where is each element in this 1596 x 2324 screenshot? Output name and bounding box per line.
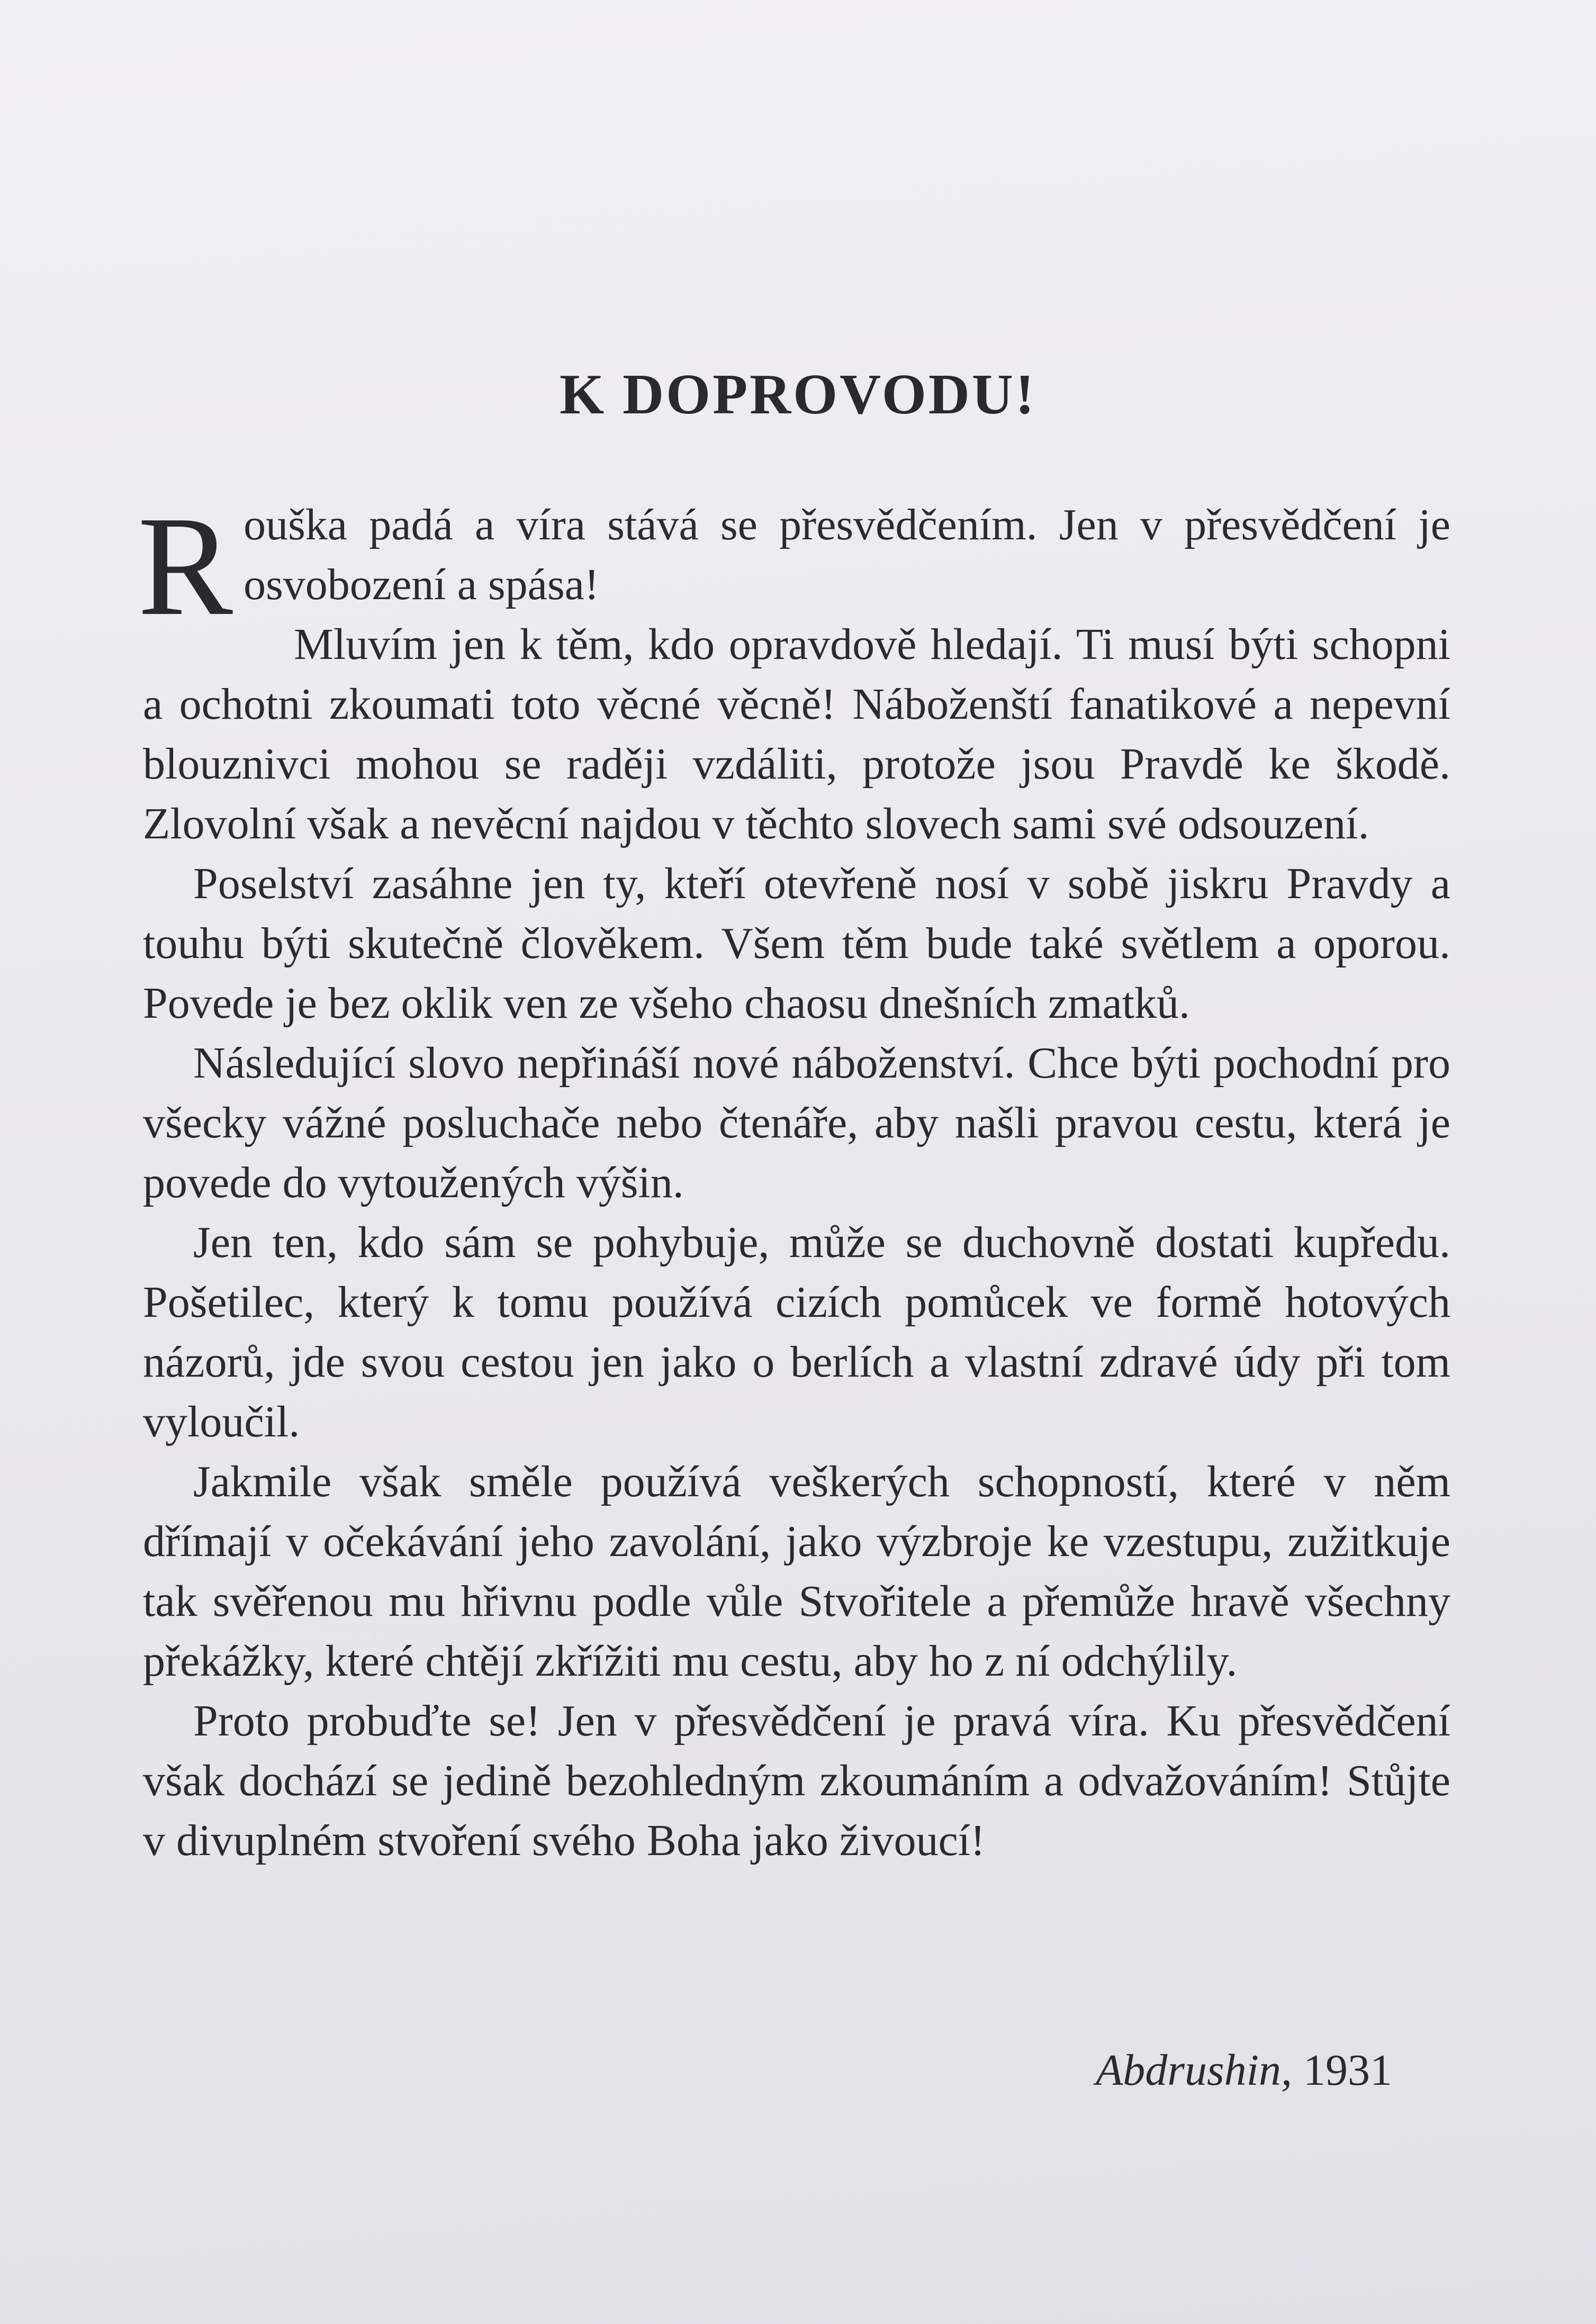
paragraph-1: [138, 487, 1450, 645]
paragraph-1-text: ouška padá a víra stává se přesvědčením. Jen v přesvědčení je osvobození a spása!: [244, 500, 1450, 609]
paragraph-6: Jakmile však směle používá veškerých schopností, které v něm dřímají v očekávání jeho zavolání, jako výzbroje ke vzestupu, zužitkuje tak svěřenou mu hřivnu podle vůle Stvořitele a přemůže hravě všechny překážky, které chtějí zkřížiti mu cestu, aby ho z ní odchýlily.: [143, 1457, 1450, 1686]
paragraph-4: Následující slovo nepřináší nové náboženství. Chce býti pochodní pro všecky vážné posluchače nebo čtenáře, aby našli pravou cestu, která je povede do vytoužených výšin.: [143, 1038, 1450, 1207]
paragraph-7: Proto probuďte se! Jen v přesvědčení je pravá víra. Ku přesvědčení však dochází se jedině bezohledným zkoumáním a odvažováním! Stůjte v divuplném stvoření svého Boha jako živoucí!: [143, 1696, 1450, 1865]
paragraph-5: Jen ten, kdo sám se pohybuje, může se duchovně dostati kupředu. Pošetilec, který k tomu používá cizích pomůcek ve formě hotových názorů, jde svou cestou jen jako o berlích a vlastní zdravé údy při tom vyloučil.: [143, 1218, 1450, 1446]
paragraph-3: Poselství zasáhne jen ty, kteří otevřeně nosí v sobě jiskru Pravdy a touhu býti skutečně člověkem. Všem těm bude také světlem a oporou. Povede je bez oklik ven ze všeho chaosu dnešních zmatků.: [143, 859, 1450, 1028]
signature: [1096, 2048, 1392, 2093]
page-title: K DOPROVODU!: [560, 363, 1036, 427]
drop-cap: R: [138, 487, 233, 645]
signature-year: 1931: [1303, 2046, 1392, 2095]
signature-author: Abdrushin,: [1095, 2046, 1292, 2095]
paragraph-2: Mluvím jen k těm, kdo opravdově hledají. Ti musí býti schopni a ochotni zkoumati toto věcné věcně! Náboženští fanatikové a nepevní blouznivci mohou se raději vzdáliti, protože jsou Pravdě ke škodě. Zlovolní však a nevěcní najdou v těchto slovech sami své odsouzení.: [143, 620, 1450, 848]
body-text: [138, 487, 1450, 1870]
